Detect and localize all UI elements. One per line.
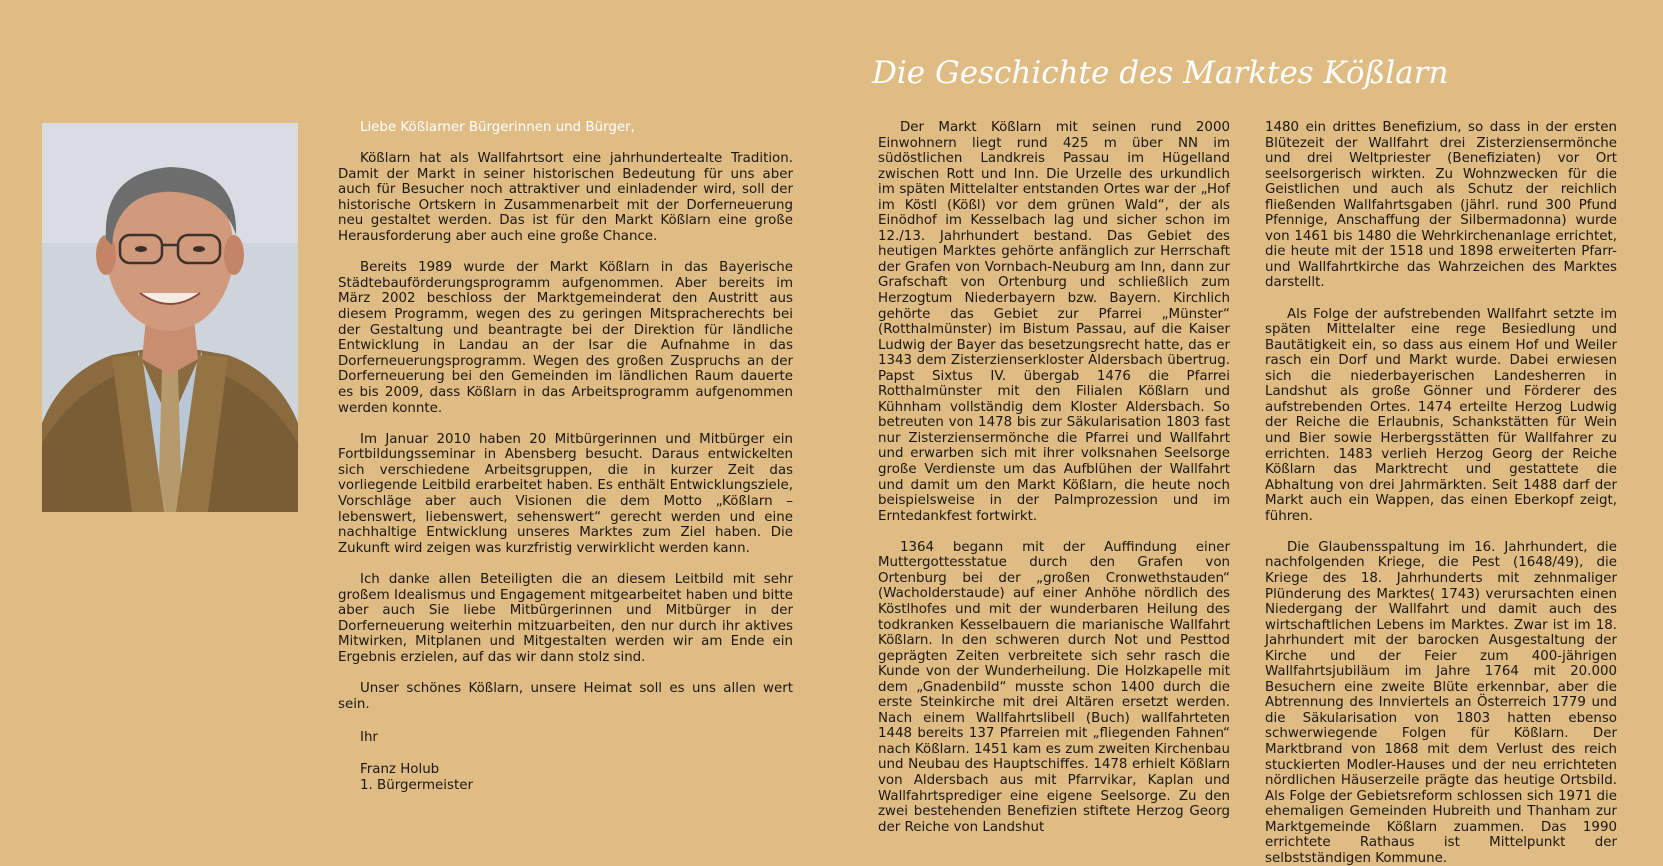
letter-body xyxy=(338,151,793,712)
letter-paragraph: Bereits 1989 wurde der Markt Kößlarn in das Bayerische Städtebauförderungsprogramm aufgenommen. Aber bereits im März 2002 beschloss der Marktgemeinderat den Austritt aus diesem Programm, wegen des zu geringen Mitspracherechts bei der Gestaltung und beantragte bei der Direktion für ländliche Entwicklung in Landau an der Isar die Aufnahme in das Dorferneuerungsprogramm. Wegen des großen Zuspruchs an der Dorferneuerung bei den Gemeinden im ländlichen Raum dauerte es bis 2009, dass Kößlarn in das Arbeitsprogramm aufgenommen werden konnte. xyxy=(338,260,793,416)
letter-paragraph: Kößlarn hat als Wallfahrtsort eine jahrhundertealte Tradition. Damit der Markt in seiner historischen Bedeutung für uns aber auch für Besucher noch attraktiver und einladender wird, soll der historische Ortskern in Zusammenarbeit mit der Dorferneuerung neu gestaltet werden. Das ist für den Markt Kößlarn eine große Herausforderung aber auch eine große Chance. xyxy=(338,151,793,244)
history-paragraph: 1480 ein drittes Benefizium, so dass in der ersten Blütezeit der Wallfahrt drei Zisterziensermönche und drei Weltpriester (Benefiziaten) vor Ort seelsorgerisch wirkten. Zu Wohnzwecken für die Geistlichen und auch als Schutz der reichlich fließenden Wallfahrtsgaben (jährl. rund 300 Pfund Pfennige, Anschaffung der Silbermadonna) wurde von 1461 bis 1480 die Wehrkirchenanlage errichtet, die heute mit der 1518 und 1898 erweiterten Pfarr- und Wallfahrtkirche das Wahrzeichen des Marktes darstellt. xyxy=(1265,120,1617,291)
history-column-1 xyxy=(878,120,1230,835)
signature-name: Franz Holub xyxy=(360,762,440,777)
letter-paragraph: Unser schönes Kößlarn, unsere Heimat soll es uns allen wert sein. xyxy=(338,681,793,712)
history-paragraph: Als Folge der aufstrebenden Wallfahrt setzte im späten Mittelalter eine rege Besiedlung und Bautätigkeit ein, so dass aus einem Hof und Weiler rasch ein Dorf und Markt wurde. Dabei erwiesen sich die niederbayerischen Landesherren in Landshut als große Gönner und Förderer des aufstrebenden Ortes. 1474 erteilte Herzog Ludwig der Reiche die Erlaubnis, Schankstätten für Wein und Bier sowie Herbergsstätten für Wallfahrer zu errichten. 1483 verlieh Herzog Georg der Reiche Kößlarn das Marktrecht und gestattete die Abhaltung von drei Jahrmärkten. Seit 1488 darf der Markt auch ein Wappen, das einen Eberkopf zeigt, führen. xyxy=(1265,306,1617,524)
letter-paragraph: Im Januar 2010 haben 20 Mitbürgerinnen und Mitbürger ein Fortbildungsseminar in Abensberg besucht. Daraus entwickelten sich verschiedene Arbeitsgruppen, die in kurzer Zeit das vorliegende Leitbild erarbeitet haben. Es enthält Entwicklungsziele, Vorschläge aber auch Visionen die dem Motto „Kößlarn – lebenswert, liebenswert, sehenswert“ gerecht werden und eine nachhaltige Entwicklung unseres Marktes zum Ziel haben. Die Zukunft wird zeigen was kurzfristig verwirklicht werden kann. xyxy=(338,431,793,556)
page-title: Die Geschichte des Marktes Kößlarn xyxy=(872,55,1449,91)
signature-block xyxy=(360,762,473,793)
history-paragraph: Die Glaubensspaltung im 16. Jahrhundert, die nachfolgenden Kriege, die Pest (1648/49), die Kriege des 18. Jahrhunderts mit zehnmaliger Plünderung des Marktes( 1743) verursachten einen Niedergang der Wallfahrt und damit auch des wirtschaftlichen Lebens im Marktes. Zwar ist im 18. Jahrhundert mit der barocken Ausgestaltung der Kirche und der Feier zum 400-jährigen Wallfahrtsjubiläum im Jahre 1764 mit 20.000 Besuchern eine zweite Blüte erkennbar, aber die Abtrennung des Innviertels an Österreich 1779 und die Säkularisation von 1803 hatten ebenso schwerwiegende Folgen für Kößlarn. Der Marktbrand von 1868 mit dem Verlust des reich stuckierten Modler-Hauses und der neu errichteten nördlichen Häuserzeile prägte das heutige Ortsbild. Als Folge der Gebietsreform schlossen sich 1971 die ehemaligen Gemeinden Hubreith und Thanham zur Marktgemeinde Kößlarn zuammen. Das 1990 errichtete Rathaus ist Mittelpunkt der selbstständigen Kommune. xyxy=(1265,539,1617,866)
letter-paragraph: Ich danke allen Beteiligten die an diesem Leitbild mit sehr großem Idealismus und Engagement mitgearbeitet haben und bitte aber auch Sie liebe Mitbürgerinnen und Mitbürger in der Dorferneuerung weiterhin mitzuarbeiten, den nur durch ihr aktives Mitwirken, Mitplanen und Mitgestalten werden wir am Ende ein Ergebnis erzielen, auf das wir dann stolz sind. xyxy=(338,572,793,665)
history-column-2 xyxy=(1265,120,1617,866)
letter-salutation: Liebe Kößlarner Bürgerinnen und Bürger, xyxy=(360,120,635,135)
portrait-illustration xyxy=(42,123,298,512)
letter-closing: Ihr xyxy=(360,730,378,745)
history-paragraph: Der Markt Kößlarn mit seinen rund 2000 Einwohnern liegt rund 425 m über NN im südöstlichen Landkreis Passau im Hügelland zwischen Rott und Inn. Die Urzelle des urkundlich im späten Mittelalter entstanden Ortes war der „Hof im Köstl (Kößl) vor dem grünen Wald“, der als Einödhof im Kesselbach lag und sicher schon im 12./13. Jahrhundert bestand. Das Gebiet des heutigen Marktes gehörte anfänglich zur Herrschaft der Grafen von Vornbach-Neuburg am Inn, dann zur Grafschaft von Ortenburg und schließlich zum Herzogtum Niederbayern bzw. Bayern. Kirchlich gehörte das Gebiet zur Pfarrei „Münster“ (Rotthalmünster) im Bistum Passau, auf die Kaiser Ludwig der Bayer das besetzungsrecht hatte, das er 1343 dem Zisterzienserkloster Aldersbach übertrug. Papst Sixtus IV. übergab 1476 die Pfarrei Rotthalmünster mit den Filialen Kößlarn und Kühnham vollständig dem Kloster Aldersbach. So betreuten von 1478 bis zur Säkularisation 1803 fast nur Zisterziensermönche die Pfarrei und Wallfahrt und erwarben sich mit ihrer volksnahen Seelsorge große Verdienste um das Aufblühen der Wallfahrt und damit um den Markt Kößlarn, die heute noch beispielsweise in der Palmprozession und im Erntedankfest fortwirkt. xyxy=(878,120,1230,524)
signature-role: 1. Bürgermeister xyxy=(360,777,473,793)
history-paragraph: 1364 begann mit der Auffindung einer Muttergottesstatue durch den Grafen von Ortenburg bei der „großen Cronwethstauden“ (Wacholderstaude) auf einer Anhöhe nördlich des Köstlhofes und mit der wunderbaren Heilung des todkranken Kesselbauern die marianische Wallfahrt Kößlarn. In den schweren durch Not und Pesttod geprägten Zeiten verbreitete sich sehr rasch die Kunde von der Wunderheilung. Die Holzkapelle mit dem „Gnadenbild“ musste schon 1400 durch die erste Steinkirche mit drei Altären ersetzt werden. Nach einem Wallfahrtslibell (Buch) wallfahrteten 1448 bereits 137 Pfarreien mit „fliegenden Fahnen“ nach Kößlarn. 1451 kam es zum zweiten Kirchenbau und Neubau des Hauptschiffes. 1478 erhielt Kößlarn von Aldersbach aus mit Pfarrvikar, Kaplan und Wallfahrtsprediger eine eigene Seelsorge. Zu den zwei bestehenden Benefizien stiftete Herzog Georg der Reiche von Landshut xyxy=(878,539,1230,835)
portrait-photo xyxy=(42,123,298,512)
